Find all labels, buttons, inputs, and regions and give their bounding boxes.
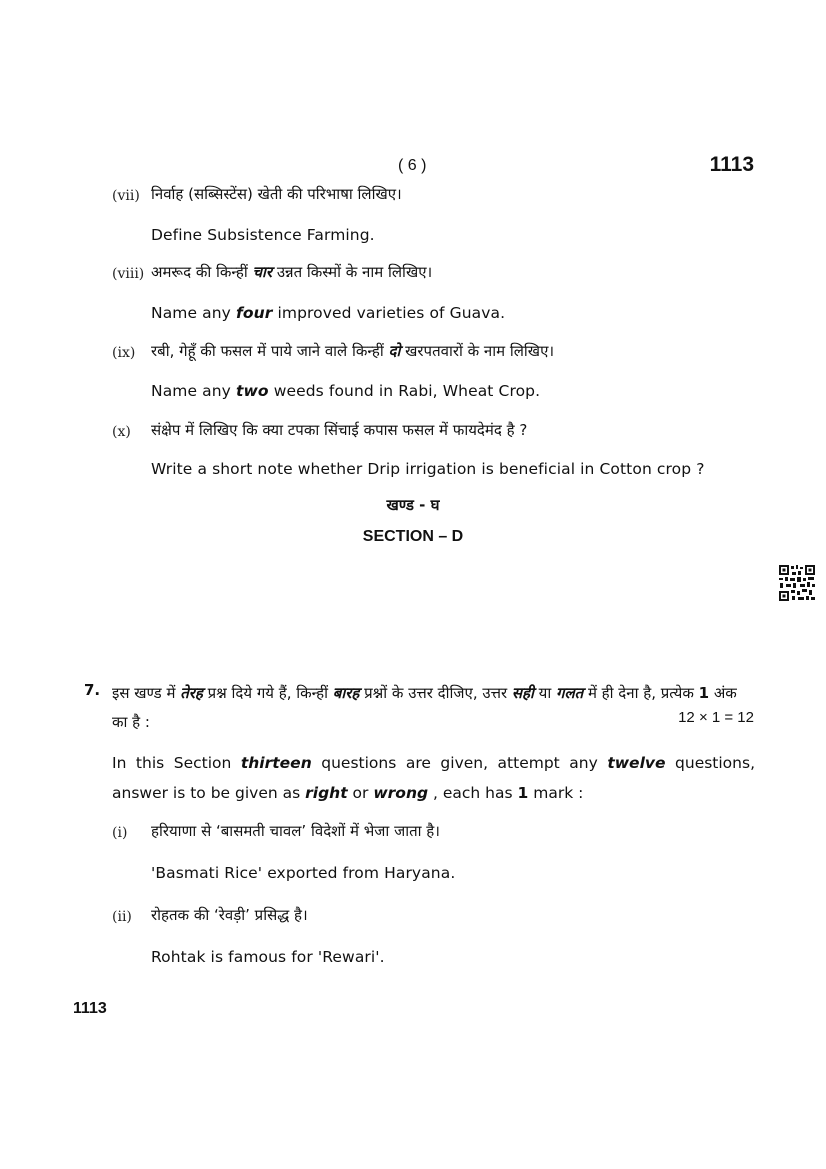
sub-question-english: Rohtak is famous for 'Rewari'. (151, 948, 385, 966)
sub-question-hindi: रोहतक की ‘रेवड़ी’ प्रसिद्ध है। (151, 906, 308, 924)
paper-code-footer: 1113 (73, 1000, 107, 1017)
page-number: ( 6 ) (398, 157, 427, 174)
question-7-number: 7. (84, 681, 101, 699)
qr-code (778, 564, 816, 602)
question-number: (vii) (112, 188, 140, 204)
question-english: Write a short note whether Drip irrigation is beneficial in Cotton crop ? (151, 460, 705, 478)
sub-question-english: 'Basmati Rice' exported from Haryana. (151, 864, 456, 882)
question-number: (ix) (112, 345, 136, 361)
question-7-hindi: इस खण्ड में तेरह प्रश्न दिये गये हैं, किन्हीं बारह प्रश्नों के उत्तर दीजिए, उत्तर सही या गलत में ही देना है, प्रत्येक 1 अंक का है : (112, 684, 737, 731)
sub-question-number: (ii) (112, 909, 132, 925)
question-number: (x) (112, 424, 131, 440)
question-hindi: निर्वाह (सब्सिस्टेंस) खेती की परिभाषा लिखिए। (151, 185, 402, 203)
section-heading-english: SECTION – D (362, 528, 464, 545)
question-hindi: अमरूद की किन्हीं चार उन्नत किस्मों के नाम लिखिए। (151, 263, 433, 281)
section-heading-hindi: खण्ड - घ (386, 496, 440, 514)
question-hindi: संक्षेप में लिखिए कि क्या टपका सिंचाई कपास फसल में फायदेमंद है ? (151, 421, 528, 439)
question-7-english: In this Section thirteen questions are given, attempt any twelve questions, answer is to be given as right or wrong , each has 1 mark : (112, 754, 755, 802)
question-number: (viii) (112, 266, 145, 282)
question-english: Name any two weeds found in Rabi, Wheat Crop. (151, 382, 541, 400)
sub-question-hindi: हरियाणा से ‘बासमती चावल’ विदेशों में भेजा जाता है। (151, 822, 440, 840)
question-english: Define Subsistence Farming. (151, 226, 375, 244)
marks-distribution: 12 × 1 = 12 (678, 709, 754, 726)
question-english: Name any four improved varieties of Guava. (151, 304, 506, 322)
question-hindi: रबी, गेहूँ की फसल में पाये जाने वाले किन्हीं दो खरपतवारों के नाम लिखिए। (151, 342, 555, 360)
sub-question-number: (i) (112, 825, 128, 841)
paper-code-header: 1113 (709, 153, 754, 176)
